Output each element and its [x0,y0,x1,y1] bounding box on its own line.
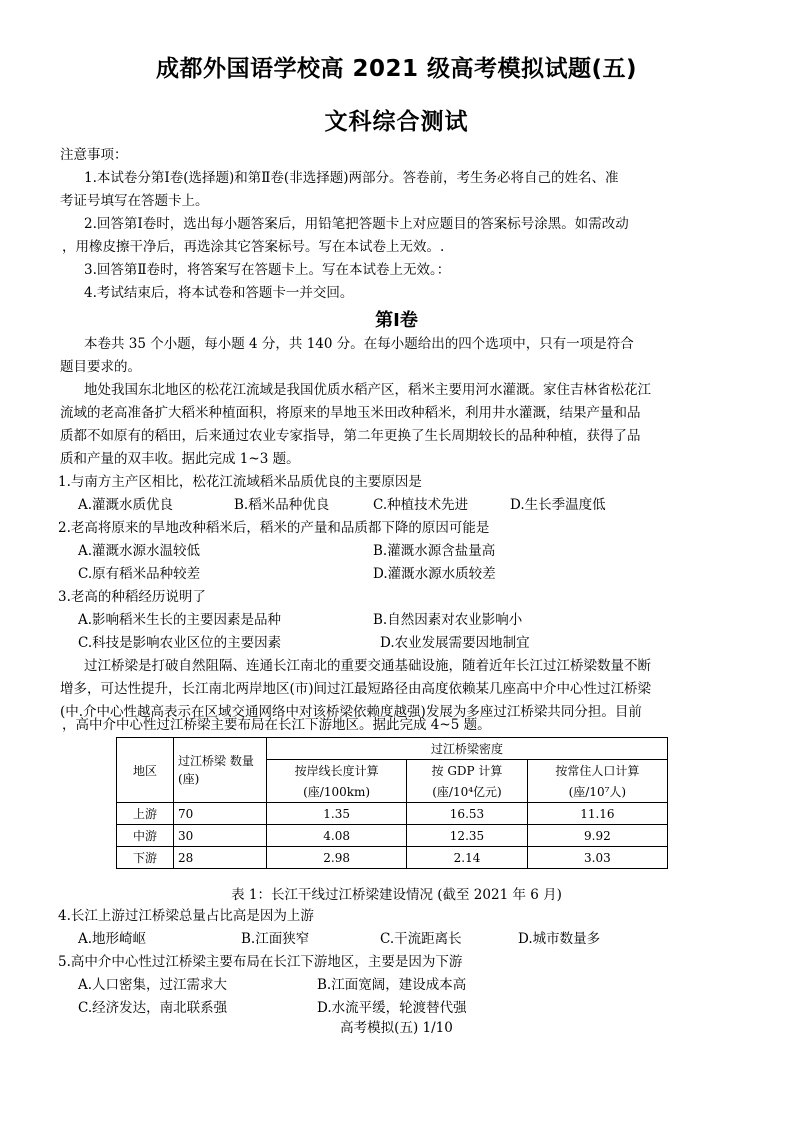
passage-line: ，高中介中心性过江桥梁主要布局在长江下游地区。据此完成 4~5 题。 [62,717,491,733]
exam-title: 成都外国语学校高 2021 级高考模拟试题(五) [155,56,638,82]
cell-population: 9.92 [527,825,667,847]
cell-count: 70 [174,803,267,825]
cell-population: 11.16 [527,803,667,825]
unit-population: (座/10⁷人) [527,781,667,803]
question-stem: 1.与南方主产区相比，松花江流域稻米品质优良的主要原因是 [58,474,422,490]
option-b: B.稻米品种优良 [234,497,330,513]
option-c: C.原有稻米品种较差 [78,566,201,582]
cell-count: 30 [174,825,267,847]
option-d: D.生长季温度低 [510,497,606,513]
option-d: D.城市数量多 [518,931,601,947]
question-stem: 4.长江上游过江桥梁总量占比高是因为上游 [58,908,314,924]
option-b: B.灌溉水源含盐量高 [373,543,496,559]
subheader-shoreline: 按岸线长度计算 [267,760,407,782]
cell-gdp: 2.14 [407,847,528,869]
option-c: C.种植技术先进 [373,497,469,513]
notice-line: 1.本试卷分第Ⅰ卷(选择题)和第Ⅱ卷(非选择题)两部分。答卷前，考生务必将自己的姓名、准 [84,170,619,186]
notice-line: 2.回答第Ⅰ卷时，选出每小题答案后，用铅笔把答题卡上对应题目的答案标号涂黑。如需改动 [84,216,629,232]
question-stem: 5.高中介中心性过江桥梁主要布局在长江下游地区，主要是因为下游 [58,954,463,970]
option-a: A.灌溉水质优良 [78,497,174,513]
passage-line: 质都不如原有的稻田，后来通过农业专家指导，第二年更换了生长周期较长的品种种植，获得了品 [60,428,641,444]
passage-line: (中.介中心性越高表示在区域交通网络中对该桥梁依赖度越强)发展为多座过江桥梁共同分担。目前 [60,704,642,720]
bridge-table [116,737,668,869]
notice-line: 4.考试结束后，将本试卷和答题卡一并交回。 [84,285,354,301]
cell-population: 3.03 [527,847,667,869]
option-d: D.灌溉水源水质较差 [373,566,496,582]
cell-gdp: 12.35 [407,825,528,847]
exam-subtitle: 文科综合测试 [324,109,469,135]
option-a: A.人口密集，过江需求大 [78,977,228,993]
passage-line: 流域的老高准备扩大稻米种植面积，将原来的旱地玉米田改种稻米，利用井水灌溉，结果产量和品 [60,405,641,421]
table-row [117,803,668,825]
notice-heading: 注意事项： [60,147,128,163]
passage-line: 增多，可达性提升，长江南北两岸地区(市)间过江最短路径由高度依赖某几座高中介中心性过江桥梁 [60,681,652,697]
header-region: 地区 [117,738,174,803]
option-b: B.江面宽阔，建设成本高 [317,977,467,993]
unit-gdp: (座/10⁴亿元) [407,781,528,803]
cell-shoreline: 1.35 [267,803,407,825]
cell-shoreline: 2.98 [267,847,407,869]
notice-line: 3.回答第Ⅱ卷时，将答案写在答题卡上。写在本试卷上无效。： [84,262,451,278]
section-intro-line: 本卷共 35 个小题，每小题 4 分，共 140 分。在每小题给出的四个选项中，只有一项是符合 [84,336,634,352]
question-stem: 3.老高的种稻经历说明了 [58,589,206,605]
option-a: A.灌溉水源水温较低 [78,543,201,559]
cell-region: 中游 [117,825,174,847]
option-b: B.自然因素对农业影响小 [373,612,523,628]
cell-count: 28 [174,847,267,869]
option-d: D.水流平缓，轮渡替代强 [317,1000,467,1016]
option-a: A.地形崎岖 [78,931,147,947]
option-d: D.农业发展需要因地制宜 [380,635,530,651]
option-c: C.经济发达，南北联系强 [78,1000,228,1016]
table-caption: 表 1：长江干线过江桥梁建设情况 (截至 2021 年 6 月) [231,887,562,903]
section-title: 第Ⅰ卷 [375,310,418,331]
option-c: C.干流距离长 [380,931,462,947]
question-stem: 2.老高将原来的旱地改种稻米后，稻米的产量和品质都下降的原因可能是 [58,520,490,536]
section-intro-line: 题目要求的。 [60,359,141,375]
cell-shoreline: 4.08 [267,825,407,847]
option-c: C.科技是影响农业区位的主要因素 [78,635,282,651]
notice-line: ，用橡皮擦干净后，再选涂其它答案标号。写在本试卷上无效。. [62,239,445,255]
subheader-population: 按常住人口计算 [527,760,667,782]
passage-line: 地处我国东北地区的松花江流域是我国优质水稻产区，稻米主要用河水灌溉。家住吉林省松花江 [84,382,651,398]
subheader-gdp: 按 GDP 计算 [407,760,528,782]
header-count: 过江桥梁 数量(座) [174,738,267,803]
cell-region: 上游 [117,803,174,825]
notice-line: 考证号填写在答题卡上。 [60,193,209,209]
table-row [117,847,668,869]
passage-line: 质和产量的双丰收。据此完成 1~3 题。 [60,451,300,467]
header-density: 过江桥梁密度 [267,738,668,760]
table-row [117,825,668,847]
passage-line: 过江桥梁是打破自然阻隔、连通长江南北的重要交通基础设施，随着近年长江过江桥梁数量不断 [84,658,651,674]
cell-gdp: 16.53 [407,803,528,825]
unit-shoreline: (座/100km) [267,781,407,803]
page-footer: 高考模拟(五) 1/10 [340,1020,453,1036]
option-b: B.江面狭窄 [241,931,310,947]
option-a: A.影响稻米生长的主要因素是品种 [78,612,282,628]
cell-region: 下游 [117,847,174,869]
